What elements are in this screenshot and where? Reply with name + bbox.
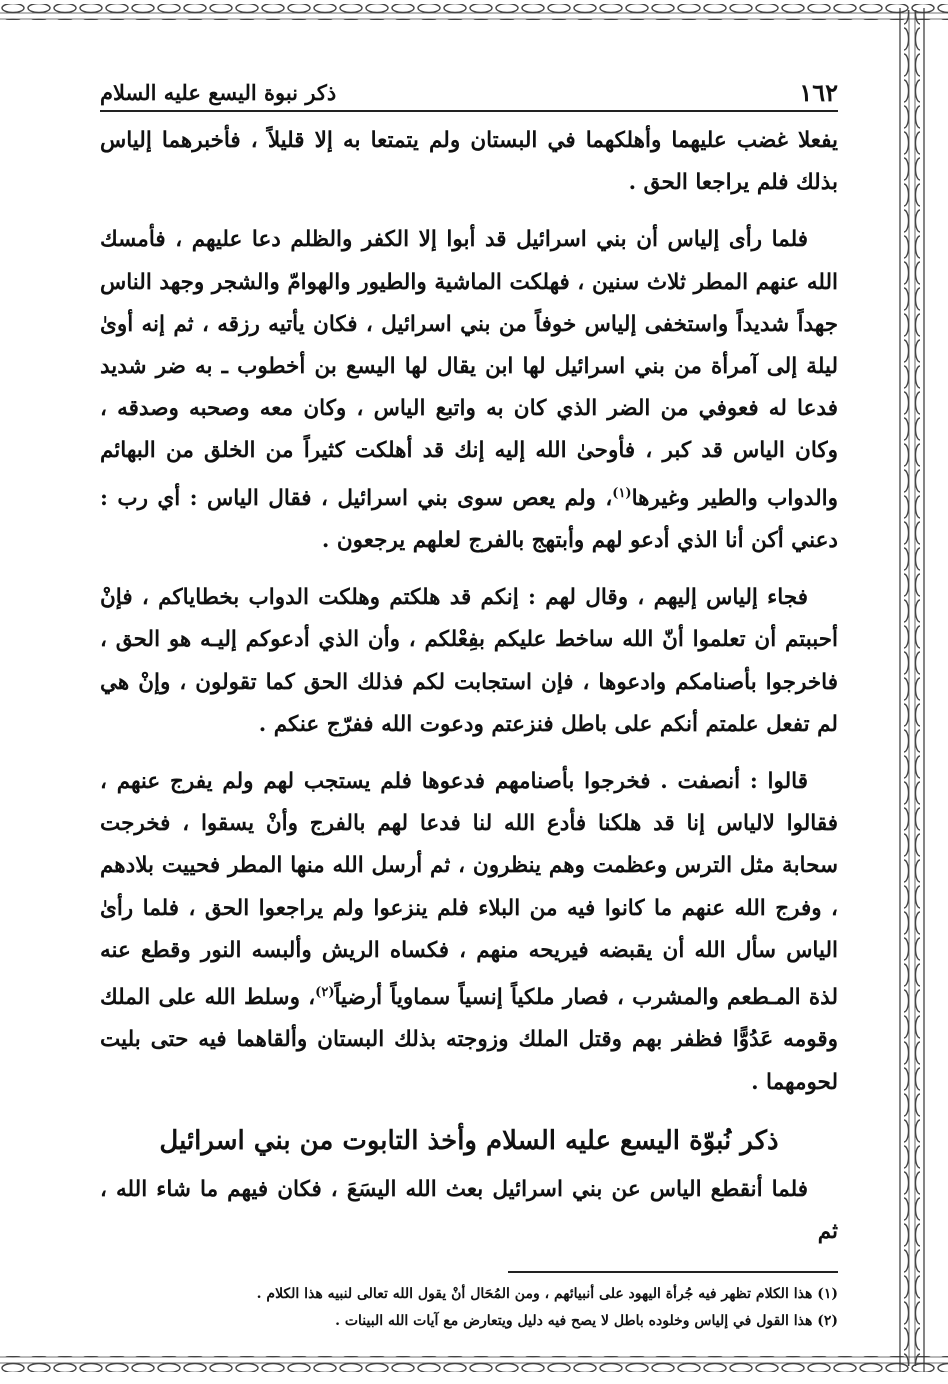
paragraph-4 [100,761,838,1104]
paragraph-5: فلما أنقطع الياس عن بني اسرائيل بعث الله اليسَعَ ، فكان فيهم ما شاء الله ، ثم [100,1176,838,1244]
footnote-ref-1[interactable]: (١) [612,485,632,501]
running-head [100,78,838,112]
footnote-divider [508,1271,838,1273]
running-title: ذكر نبوة اليسع عليه السلام [100,80,337,105]
section-heading: ذكر نُبوّة اليسع عليه السلام وأخذ التابوت من بني اسرائيل [159,1125,779,1156]
footnote-2: (٢) هذا القول في إلياس وخلوده باطل لا يصح فيه دليل ويتعارض مع آيات الله البينات . [335,1313,838,1330]
paragraph-2-text: فلما رأى إلياس أن بني اسرائيل قد أبوا إلا الكفر والظلم دعا عليهم ، فأمسك الله عنهم المطر ثلاث سنين ، فهلكت الماشية والطيور والهوامّ والشجر وجهد الناس جهداً شديداً واستخفى إلياس خوفاً من بني اسرائيل ، فكان يأتيه رزقه ، ثم إنه أوىٰ ليلة إلى آمرأة من بني اسرائيل لها ابن يقال لها اليسع بن أخطوب ـ به ضر شديد فدعا له فعوفي من الضر الذي كان به واتبع الياس ، وكان معه وصحبه وصدقه ، وكان الياس قد كبر ، فأوحىٰ الله إليه إنك قد أهلكت كثيراً من الخلق من البهائم والدواب والطير وغيرها [100,227,838,511]
paragraph-4-continued: ، وسلط الله على الملك وقومه عَدُوًّا فظفر بهم وقتل الملك وزوجته بذلك البستان وألقاهما فيه حتى بليت لحومهما . [100,985,838,1095]
paragraph-4-text: قالوا : أنصفت . فخرجوا بأصنامهم فدعوها فلم يستجب لهم ولم يفرج عنهم ، فقالوا لالياس إنا قد هلكنا فأدع الله لنا فدعا لهم بالفرج وأنْ يسقوا ، فخرجت سحابة مثل الترس وعظمت وهم ينظرون ، ثم أرسل الله منها المطر فحييت بلادهم ، وفرج الله عنهم ما كانوا فيه من البلاء فلم ينزعوا ولم يراجعوا الحق ، فلما رأىٰ الياس سأل الله أن يقبضه فيريحه منهم ، فكساه الريش وألبسه النور وقطع عنه لذة المـطعم والمشرب ، فصار ملكياً إنسياً سماوياً أرضياً [100,769,838,1011]
page-content [100,78,838,1335]
paragraph-3: فجاء إلياس إليهم ، وقال لهم : إنكم قد هلكتم وهلكت الدواب بخطاياكم ، فإنْ أحببتم أن تعلموا أنّ الله ساخط عليكم بفِعْلكم ، وأن الذي أدعوكم إليـه هو الحق ، فاخرجوا بأصنامكم وادعوها ، فإن استجابت لكم فذلك الحق كما تقولون ، وإنْ هي لم تفعل علمتم أنكم على باطل فنزعتم ودعوت الله ففرّج عنكم . [100,585,838,737]
paragraph-1: يفعلا غضب عليهما وأهلكهما في البستان ولم يتمتعا به إلا قليلاً ، فأخبرهما إلياس بذلك فلم يراجعا الحق . [100,128,838,196]
paragraph-2: فلما رأى إلياس أن بني اسرائيل قد أبوا إلا الكفر والظلم دعا عليهم ، فأمسك الله عنهم المطر ثلاث سنين ، فهلكت الماشية والطيور والهوامّ والشجر وجهد الناس جهداً شديداً واستخفى إلياس خوفاً من بني اسرائيل ، فكان يأتيه رزقه ، ثم إنه أوىٰ ليلة إلى آمرأة من بني اسرائيل لها ابن يقال لها اليسع بن أخطوب ـ به ضر شديد فدعا له فعوفي من الضر الذي كان به واتبع الياس ، وكان معه وصحبه وصدقه ، وكان الياس قد كبر ، فأوحىٰ الله إليه إنك قد أهلكت كثيراً من الخلق من البهائم والدواب والطير وغيرها$^{(١)}$، ولم يعص سوى بني اسرائيل ، فقال الياس : أي رب : دعني أكن أنا الذي أدعو لهم وأبتهج بالفرج لعلهم يرجعون . [100,227,838,553]
footnote-1: (١) هذا الكلام تظهر فيه جُرأة اليهود على أنبيائهم ، ومن المُحَال أنْ يقول الله تعالى لنبيه هذا الكلام . [256,1286,838,1303]
footnote-ref-2[interactable]: (٢) [315,985,335,1001]
paragraph-2-continued: ولم يعص سوى بني اسرائيل ، فقال الياس : أي رب : دعني أكن أنا الذي أدعو لهم وأبتهج بالفرج لعلهم يرجعون . [100,485,838,553]
page-number: ١٦٢ [799,78,838,107]
